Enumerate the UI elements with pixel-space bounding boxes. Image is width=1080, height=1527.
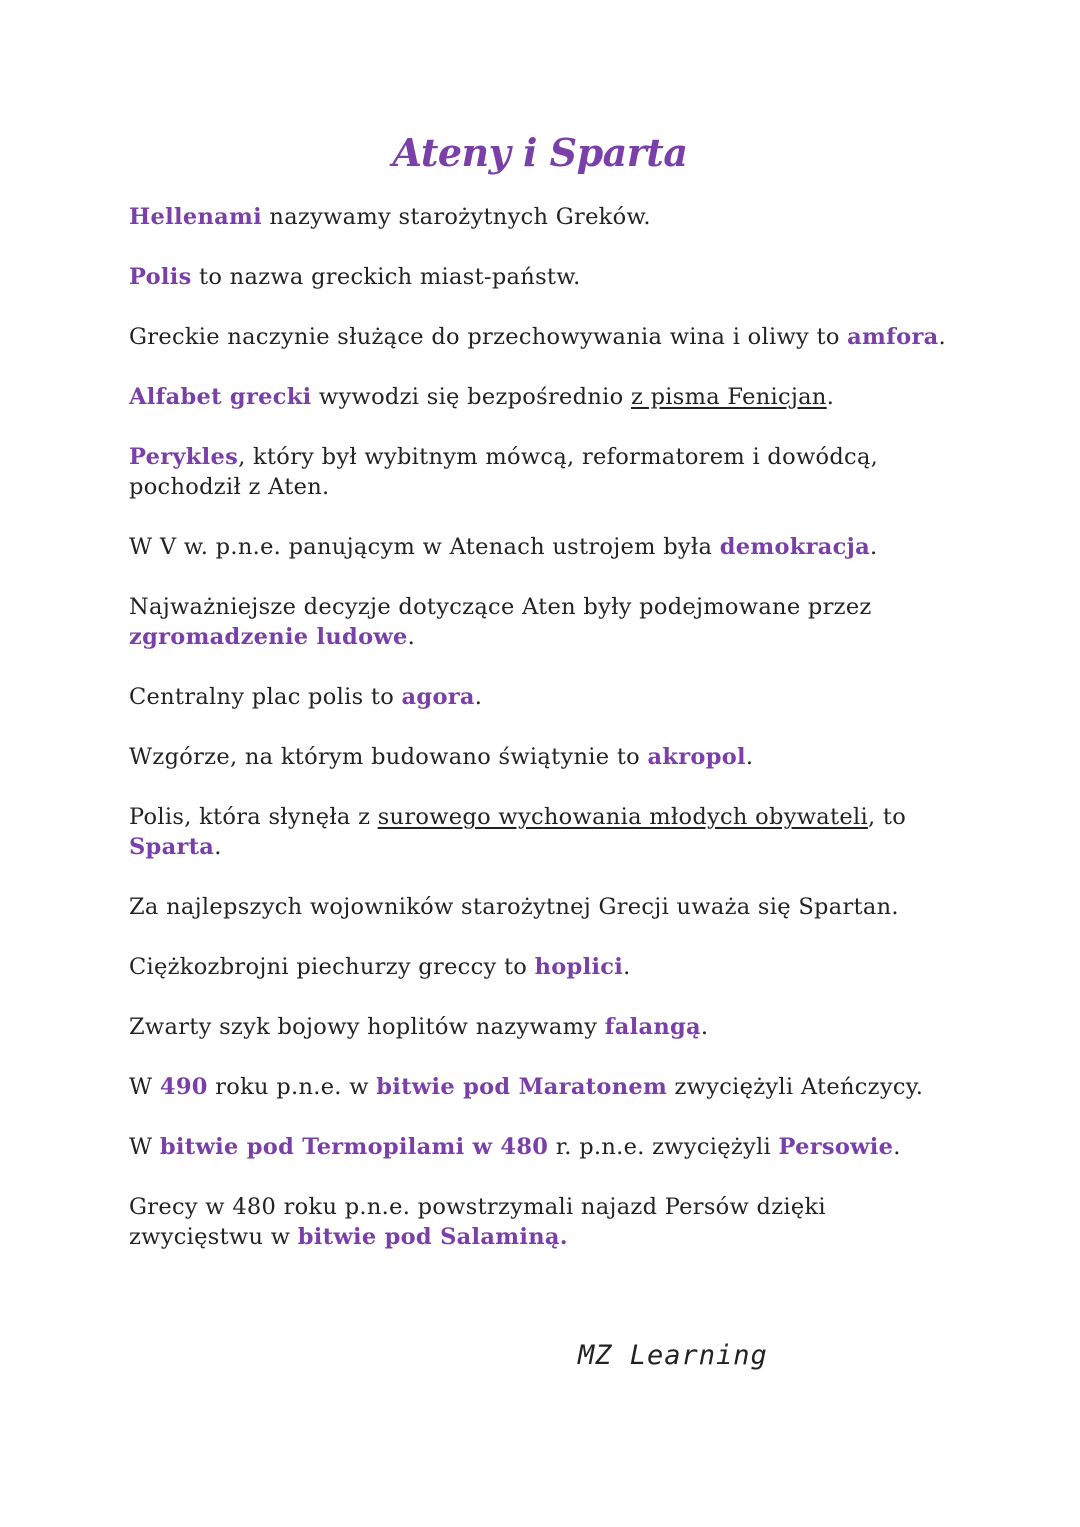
paragraph-text: Ciężkozbrojni piechurzy greccy to [129, 954, 535, 980]
key-term: falangą [604, 1014, 701, 1040]
paragraph-text: zwyciężyli Ateńczycy. [667, 1074, 924, 1100]
note-paragraph [129, 682, 959, 712]
key-term: zgromadzenie ludowe [129, 624, 408, 650]
page-title: Ateny i Sparta [392, 130, 688, 175]
notes-list [129, 202, 959, 1282]
key-term: bitwie pod Termopilami w 480 [159, 1134, 549, 1160]
paragraph-text: Greckie naczynie służące do przechowywania wina i oliwy to [129, 324, 848, 350]
paragraph-text: . [623, 954, 631, 980]
key-term: amfora [847, 324, 939, 350]
paragraph-text: W [129, 1074, 160, 1100]
note-paragraph [129, 382, 959, 412]
key-term: hoplici [534, 954, 624, 980]
paragraph-text: W [129, 1134, 160, 1160]
underlined-phrase: surowego wychowania młodych obywateli [377, 804, 868, 830]
paragraph-text: . [745, 744, 754, 770]
paragraph-text: roku p.n.e. w [207, 1074, 377, 1100]
note-paragraph [129, 742, 959, 772]
key-term: Hellenami [129, 204, 262, 230]
note-paragraph [129, 322, 959, 352]
paragraph-text: Najważniejsze decyzje dotyczące Aten były podejmowane przez [129, 594, 872, 620]
key-term: demokracja [719, 534, 870, 560]
signature: MZ Learning [578, 1340, 768, 1371]
paragraph-text: . [938, 324, 946, 350]
key-term: agora [401, 684, 475, 710]
note-paragraph [129, 1132, 959, 1162]
paragraph-text: . [870, 534, 878, 560]
key-term: Persowie [778, 1134, 894, 1160]
note-paragraph [129, 442, 959, 502]
paragraph-text: Za najlepszych wojowników starożytnej Grecji uważa się Spartan. [129, 894, 899, 920]
key-term: akropol [647, 744, 746, 770]
paragraph-text: to nazwa greckich miast-państw. [191, 264, 581, 290]
paragraph-text: W V w. p.n.e. panującym w Atenach ustrojem była [129, 534, 720, 560]
key-term: Sparta [129, 834, 215, 860]
paragraph-text: wywodzi się bezpośrednio [311, 384, 631, 410]
note-paragraph [129, 532, 959, 562]
note-paragraph [129, 1012, 959, 1042]
underlined-phrase: z pisma Fenicjan [630, 384, 827, 410]
note-paragraph [129, 952, 959, 982]
note-paragraph [129, 892, 959, 922]
paragraph-text: . [407, 624, 416, 650]
key-term: 490 [159, 1074, 208, 1100]
paragraph-text: . [474, 684, 483, 710]
note-paragraph [129, 262, 959, 292]
paragraph-text: . [214, 834, 222, 860]
paragraph-text: , który był wybitnym mówcą, reformatorem i dowódcą, pochodził z Aten. [129, 444, 879, 500]
note-paragraph [129, 1192, 959, 1252]
note-paragraph [129, 202, 959, 232]
note-paragraph [129, 1072, 959, 1102]
note-paragraph [129, 592, 959, 652]
key-term: bitwie pod Maratonem [376, 1074, 668, 1100]
key-term: bitwie pod Salaminą. [297, 1224, 568, 1250]
note-paragraph [129, 802, 959, 862]
key-term: Alfabet grecki [129, 384, 312, 410]
paragraph-text: Centralny plac polis to [129, 684, 402, 710]
paragraph-text: . [893, 1134, 901, 1160]
paragraph-text: , to [867, 804, 907, 830]
paragraph-text: Wzgórze, na którym budowano świątynie to [129, 744, 648, 770]
key-term: Polis [129, 264, 192, 290]
paragraph-text: Grecy w 480 roku p.n.e. powstrzymali najazd Persów dzięki zwycięstwu w [129, 1194, 826, 1250]
paragraph-text: . [700, 1014, 709, 1040]
paragraph-text: r. p.n.e. zwyciężyli [548, 1134, 779, 1160]
paragraph-text: Polis, która słynęła z [129, 804, 378, 830]
paragraph-text: Zwarty szyk bojowy hoplitów nazywamy [129, 1014, 605, 1040]
paragraph-text: . [826, 384, 835, 410]
key-term: Perykles [129, 444, 239, 470]
paragraph-text: nazywamy starożytnych Greków. [261, 204, 651, 230]
